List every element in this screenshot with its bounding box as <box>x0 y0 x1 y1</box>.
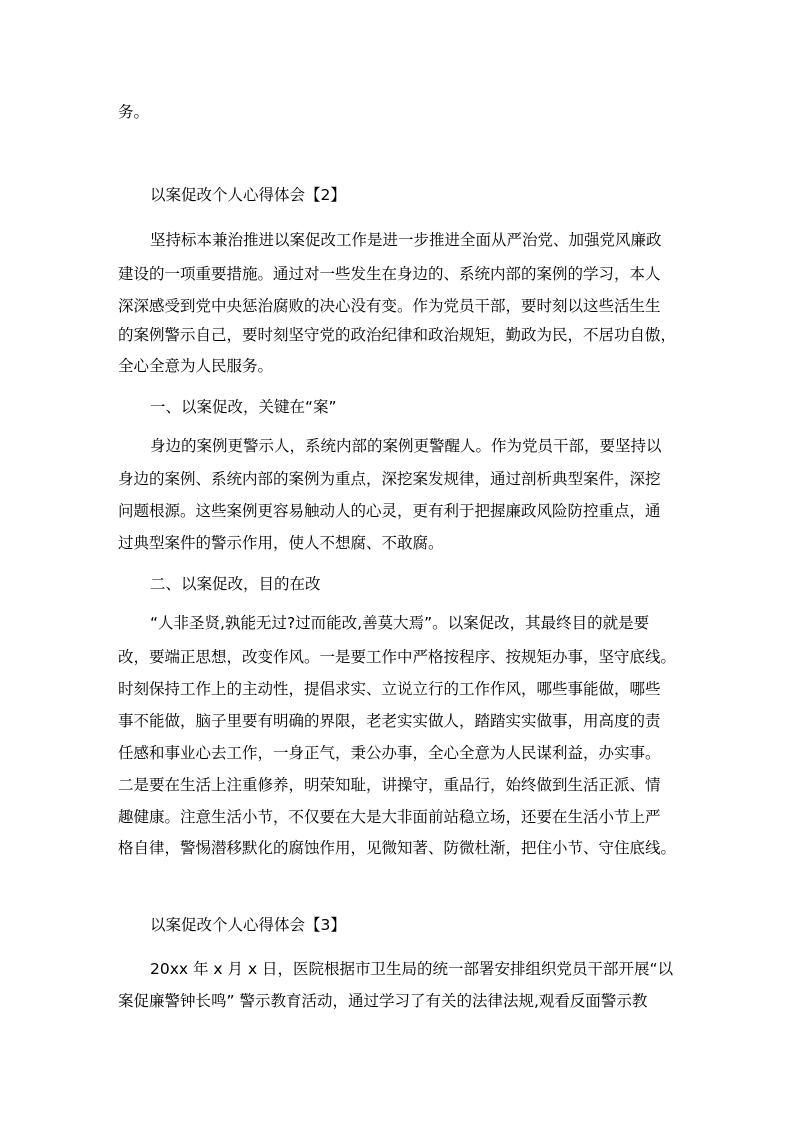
subsection-heading: 二、以案促改，目的在改 <box>150 575 321 593</box>
paragraph-line: 坚持标本兼治推进以案促改工作是进一步推进全面从严治党、加强党风廉政 <box>150 231 662 249</box>
paragraph-line: 20xx 年 x 月 x 日，医院根据市卫生局的统一部署安排组织党员干部开展“以 <box>150 960 674 978</box>
section-heading: 以案促改个人心得体会【3】 <box>150 916 346 934</box>
paragraph-line: 身边的案例更警示人，系统内部的案例更警醒人。作为党员干部，要坚持以 <box>150 437 662 455</box>
paragraph-line: “人非圣贤,孰能无过?过而能改,善莫大焉”。以案促改，其最终目的就是要 <box>150 614 650 632</box>
paragraph-line: 时刻保持工作上的主动性，提倡求实、立说立行的工作作风，哪些事能做，哪些 <box>118 680 661 698</box>
paragraph-line: 事不能做，脑子里要有明确的界限，老老实实做人，踏踏实实做事，用高度的责 <box>118 712 661 730</box>
paragraph-line: 格自律，警惕潜移默化的腐蚀作用，见微知著、防微杜渐，把住小节、守住底线。 <box>118 839 677 857</box>
paragraph-line: 案促廉警钟长鸣” 警示教育活动，通过学习了有关的法律法规,观看反面警示教 <box>118 992 648 1010</box>
paragraph-line: 身边的案例、系统内部的案例为重点，深挖案发规律，通过剖析典型案件，深挖 <box>118 470 661 488</box>
subsection-heading: 一、以案促改，关键在“案” <box>150 398 337 416</box>
paragraph-line: 务。 <box>118 103 150 121</box>
paragraph-line: 趣健康。注意生活小节，不仅要在大是大非面前站稳立场，还要在生活小节上严 <box>118 808 661 826</box>
paragraph-line: 全心全意为人民服务。 <box>118 357 274 375</box>
paragraph-line: 改，要端正思想，改变作风。一是要工作中严格按程序、按规矩办事，坚守底线。 <box>118 648 677 666</box>
paragraph-line: 二是要在生活上注重修养，明荣知耻，讲操守，重品行，始终做到生活正派、情 <box>118 776 661 794</box>
paragraph-line: 任感和事业心去工作，一身正气，秉公办事，全心全意为人民谋利益，办实事。 <box>118 744 661 762</box>
paragraph-line: 的案例警示自己，要时刻坚守党的政治纪律和政治规矩，勤政为民，不居功自傲， <box>118 326 677 344</box>
section-heading: 以案促改个人心得体会【2】 <box>150 186 346 204</box>
paragraph-line: 深深感受到党中央惩治腐败的决心没有变。作为党员干部，要时刻以这些活生生 <box>118 297 661 315</box>
paragraph-line: 建设的一项重要措施。通过对一些发生在身边的、系统内部的案例的学习，本人 <box>118 265 661 283</box>
paragraph-line: 过典型案件的警示作用，使人不想腐、不敢腐。 <box>118 534 444 552</box>
paragraph-line: 问题根源。这些案例更容易触动人的心灵，更有利于把握廉政风险防控重点，通 <box>118 502 661 520</box>
